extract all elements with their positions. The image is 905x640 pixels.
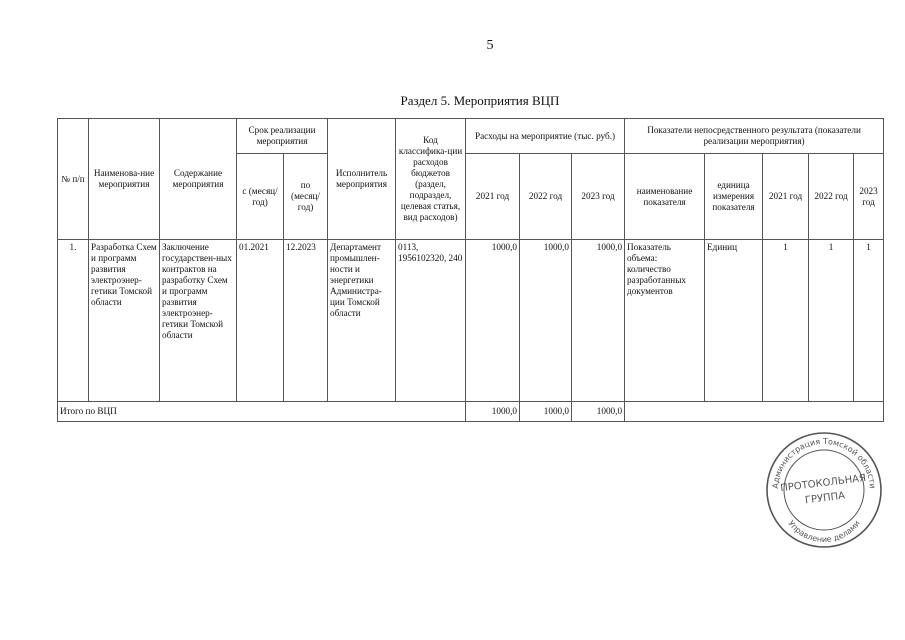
cell-content: Заключение государствен-ных контрактов на разработку Схем и программ развития электроэнер-гетики Томской области [160,240,237,402]
stamp-line2: ГРУППА [804,490,846,507]
header-ind-unit: единица измерения показателя [705,154,763,240]
cell-ind-2023: 1 [854,240,884,402]
cell-ind-name: Показатель объема: количество разработанных документов [625,240,705,402]
page-number: 5 [486,38,494,53]
header-ind-name: наименование показателя [625,154,705,240]
cell-exp-2022: 1000,0 [520,240,572,402]
stamp-line1: ПРОТОКОЛЬНАЯ [779,472,867,495]
cell-no: 1. [58,240,89,402]
cell-ind-2021: 1 [763,240,809,402]
total-empty [625,402,884,422]
total-exp-2021: 1000,0 [466,402,520,422]
cell-period-to: 12.2023 [284,240,328,402]
total-exp-2022: 1000,0 [520,402,572,422]
header-no: № п/п [58,119,89,240]
header-exp-2021: 2021 год [466,154,520,240]
header-content: Содержание мероприятия [160,119,237,240]
stamp-bottom-text: Управление делами [786,518,862,545]
cell-exp-2023: 1000,0 [572,240,625,402]
table-row [58,240,884,402]
header-period-from: с (месяц/ год) [237,154,284,240]
cell-executor: Департамент промышлен-ности и энергетики Администра-ции Томской области [328,240,396,402]
cell-ind-unit: Единиц [705,240,763,402]
header-period-to: по (месяц/ год) [284,154,328,240]
cell-ind-2022: 1 [809,240,854,402]
header-expenses: Расходы на мероприятие (тыс. руб.) [466,119,625,154]
header-ind-2023: 2023 год [854,154,884,240]
cell-name: Разработка Схем и программ развития электроэнер-гетики Томской области [89,240,160,402]
total-label: Итого по ВЦП [58,402,466,422]
activities-table [57,118,884,422]
header-name: Наименова-ние мероприятия [89,119,160,240]
cell-period-from: 01.2021 [237,240,284,402]
header-exp-2022: 2022 год [520,154,572,240]
total-row [58,402,884,422]
header-ind-2021: 2021 год [763,154,809,240]
stamp-outer-text: Администрация Томской области [770,436,878,489]
header-executor: Исполнитель мероприятия [328,119,396,240]
cell-exp-2021: 1000,0 [466,240,520,402]
header-exp-2023: 2023 год [572,154,625,240]
header-period: Срок реализации мероприятия [237,119,328,154]
cell-budget-code: 0113, 1956102320, 240 [396,240,466,402]
header-indicators: Показатели непосредственного результата (показатели реализации мероприятия) [625,119,884,154]
header-ind-2022: 2022 год [809,154,854,240]
total-exp-2023: 1000,0 [572,402,625,422]
protocol-group-stamp [764,430,884,550]
section-title: Раздел 5. Мероприятия ВЦП [400,93,560,108]
header-budget-code: Код классифика-ции расходов бюджетов (раздел, подраздел, целевая статья, вид расходов) [396,119,466,240]
